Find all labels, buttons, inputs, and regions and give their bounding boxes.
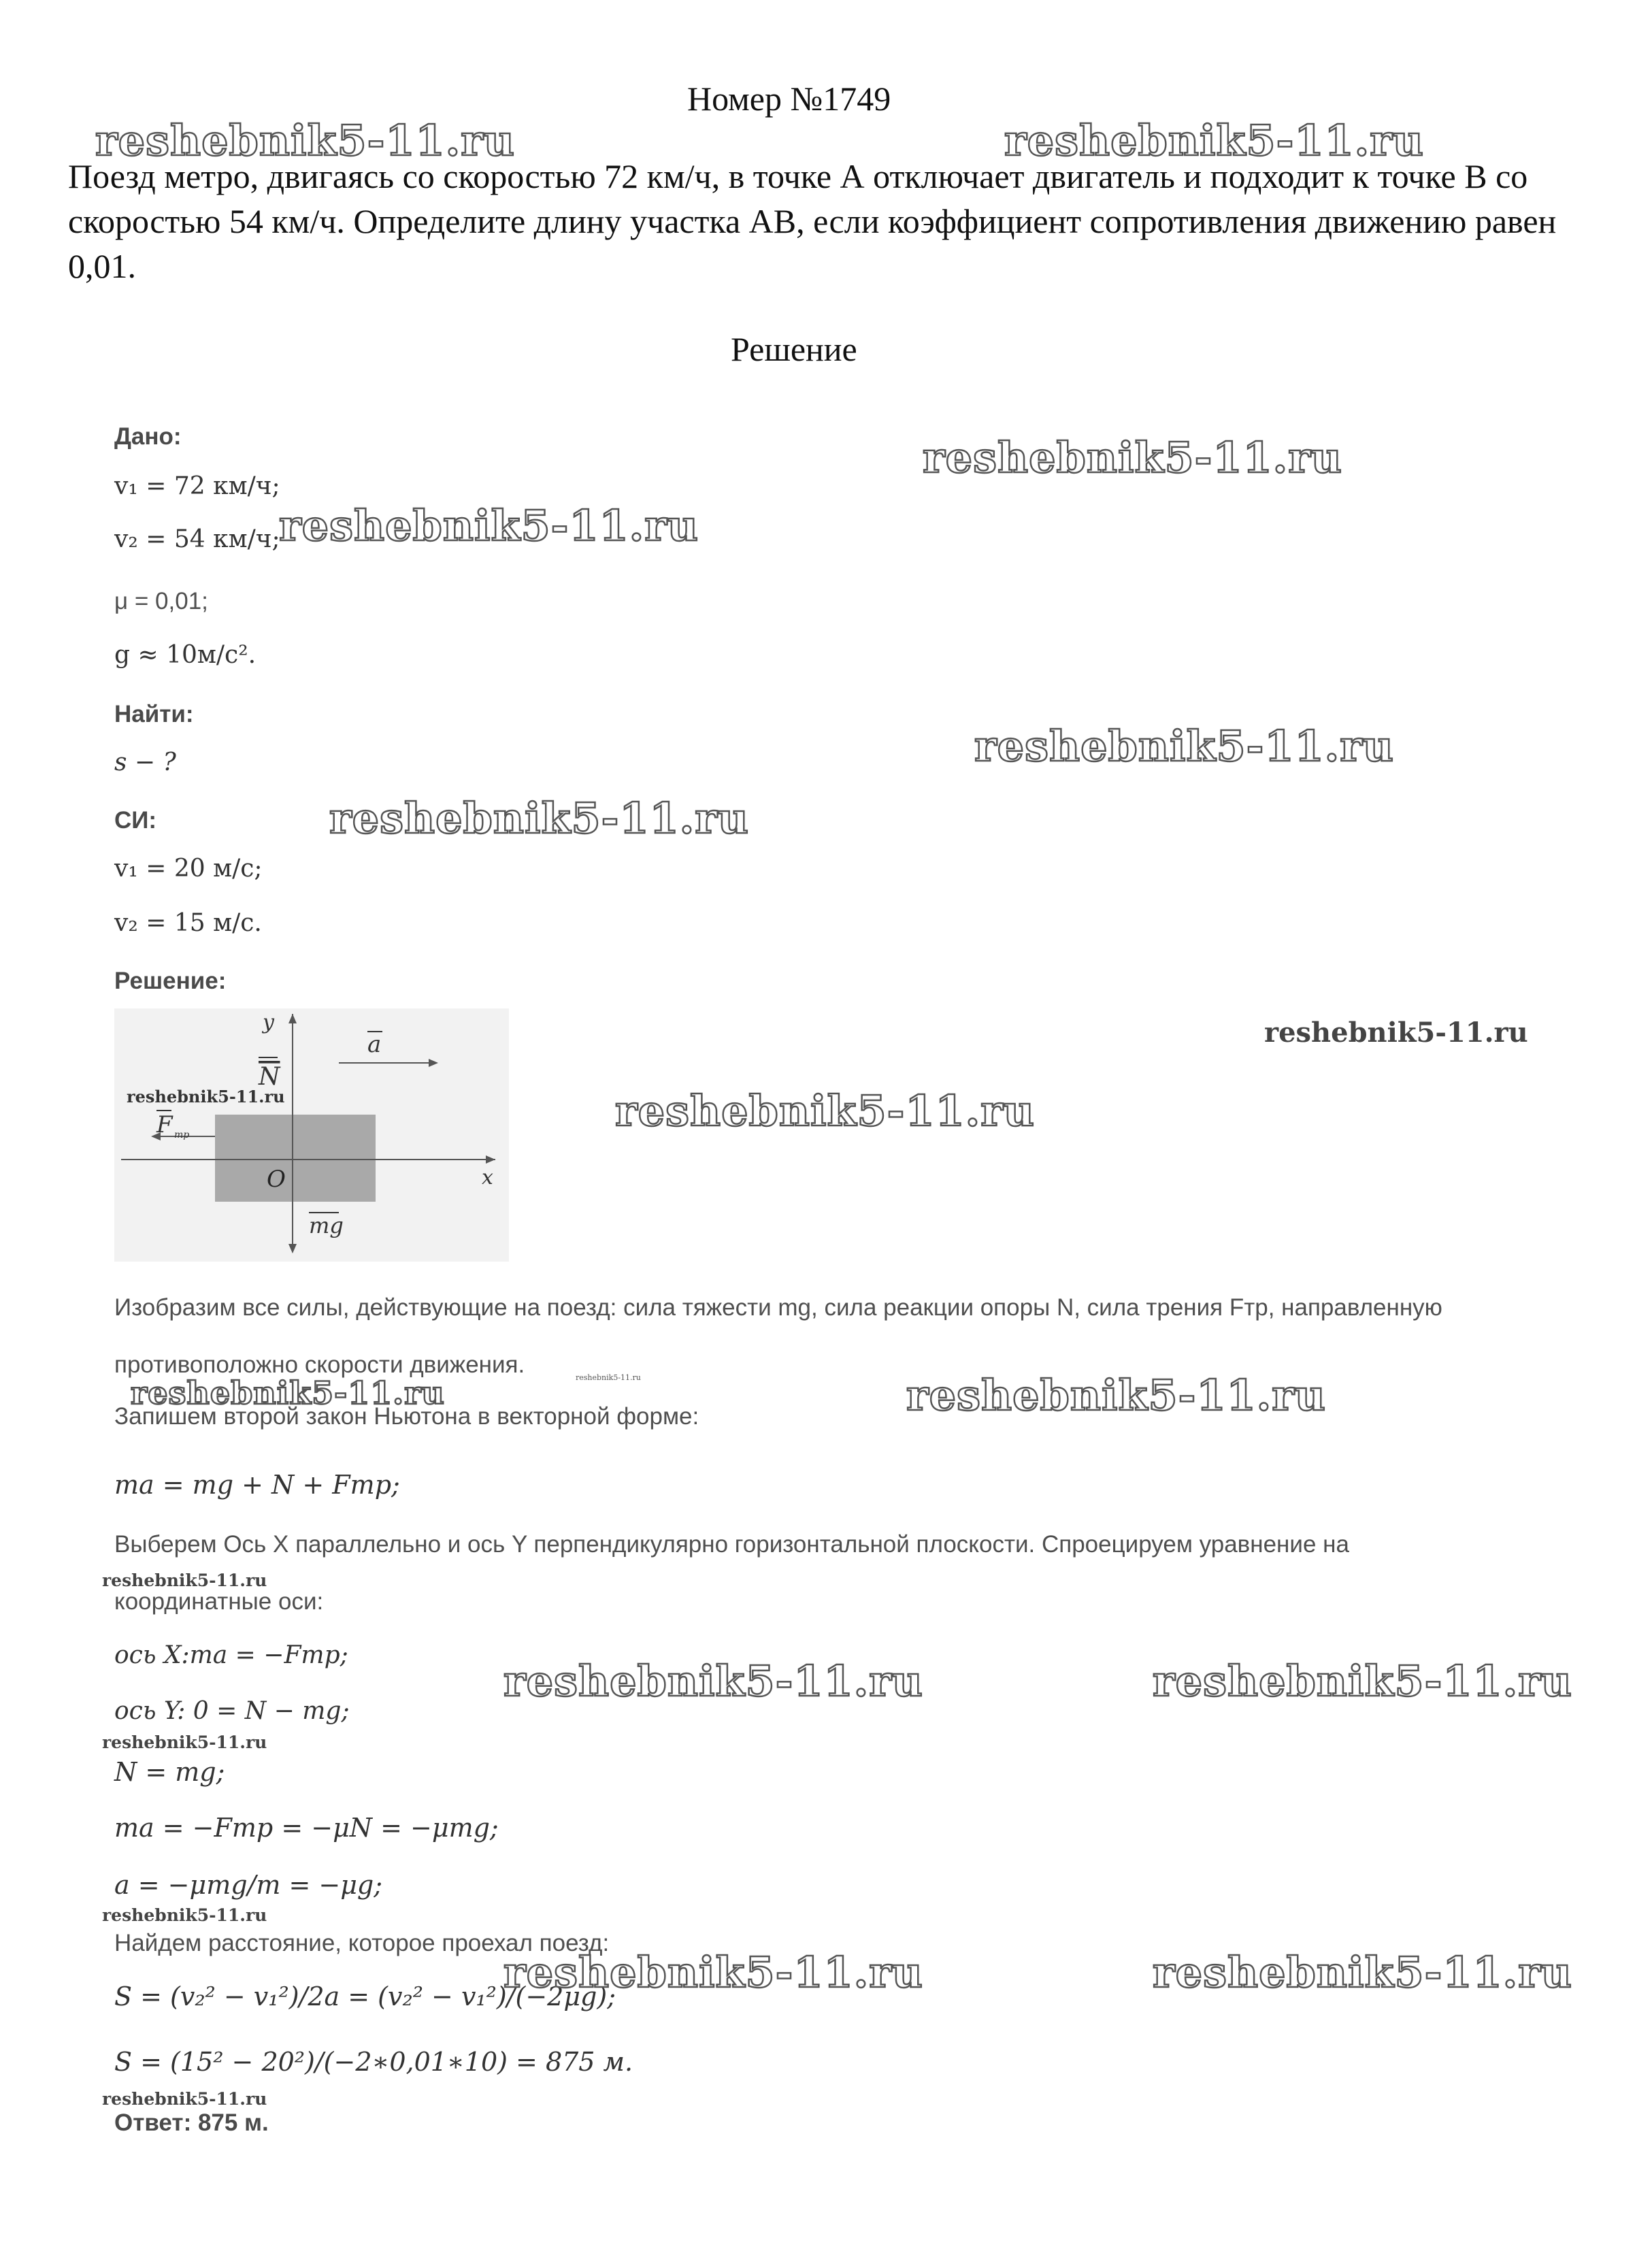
watermark: reshebnik5-11.ru <box>906 1370 1326 1420</box>
equation-axis-y: ось Y: 0 = N − mg; <box>114 1697 350 1725</box>
equation-friction: ma = −Fтр = −μN = −μmg; <box>114 1813 499 1843</box>
find-label: Найти: <box>114 701 194 727</box>
watermark: reshebnik5-11.ru <box>974 721 1394 771</box>
problem-number: Номер №1749 <box>687 80 891 118</box>
solution-line-4: Выберем Ось X параллельно и ось Y перпендикулярно горизонтальной плоскости. Спроецируем уравнение на <box>114 1531 1349 1558</box>
solution-title: Решение <box>731 330 857 368</box>
a-label: a <box>367 1031 382 1058</box>
f-label: F <box>156 1111 173 1138</box>
answer: Ответ: 875 м. <box>114 2109 269 2136</box>
solution-line-2: противоположно скорости движения. <box>114 1351 525 1378</box>
n-label: N <box>259 1063 280 1091</box>
si-label: СИ: <box>114 807 157 834</box>
force-diagram-svg <box>114 1008 509 1262</box>
solution-label: Решение: <box>114 968 227 994</box>
watermark: reshebnik5-11.ru <box>102 1905 267 1925</box>
watermark: reshebnik5-11.ru <box>279 501 699 551</box>
watermark: reshebnik5-11.ru <box>102 1571 267 1590</box>
task-text: Поезд метро, двигаясь со скоростью 72 км/ч, в точке А отключает двигатель и подходит к точке В со скоростью 54 км/ч. Определите длину участка АВ, если коэффициент сопротивления движению равен 0,01. <box>68 157 1557 285</box>
watermark: reshebnik5-11.ru <box>95 116 515 165</box>
y-label: y <box>263 1011 274 1034</box>
solution-line-6: Найдем расстояние, которое проехал поезд: <box>114 1930 610 1956</box>
watermark: reshebnik5-11.ru <box>1153 1948 1572 1997</box>
equation-distance-value: S = (15² − 20²)/(−2∗0,01∗10) = 875 м. <box>114 2047 633 2077</box>
force-diagram <box>114 1008 509 1262</box>
watermark: reshebnik5-11.ru <box>503 1656 923 1706</box>
equation-axis-x: ось X:ma = −Fтр; <box>114 1641 348 1669</box>
watermark: reshebnik5-11.ru <box>1153 1656 1572 1706</box>
watermark: reshebnik5-11.ru <box>576 1373 641 1382</box>
si-v1: v₁ = 20 м/с; <box>114 855 263 883</box>
diagram-watermark: reshebnik5-11.ru <box>127 1087 285 1106</box>
given-v1: v₁ = 72 км/ч; <box>114 472 280 500</box>
watermark: reshebnik5-11.ru <box>102 1732 267 1752</box>
x-label: x <box>482 1166 493 1189</box>
solution-line-3: Запишем второй закон Ньютона в векторной форме: <box>114 1403 699 1430</box>
watermark: reshebnik5-11.ru <box>102 2089 267 2109</box>
watermark: reshebnik5-11.ru <box>1264 1017 1528 1049</box>
given-label: Дано: <box>114 423 182 450</box>
train-block <box>215 1115 376 1202</box>
given-g: g ≈ 10м/с². <box>114 641 257 669</box>
watermark: reshebnik5-11.ru <box>503 1948 923 1997</box>
watermark: reshebnik5-11.ru <box>923 433 1342 482</box>
si-v2: v₂ = 15 м/с. <box>114 909 262 937</box>
watermark: reshebnik5-11.ru <box>329 793 749 843</box>
mg-label: mg <box>309 1213 344 1238</box>
origin-label: O <box>267 1166 286 1193</box>
equation-n: N = mg; <box>114 1757 225 1787</box>
equation-distance-formula: S = (v₂² − v₁²)/2a = (v₂² − v₁²)/(−2μg); <box>114 1982 616 2011</box>
given-mu: μ = 0,01; <box>114 588 208 614</box>
solution-line-5: координатные оси: <box>114 1588 324 1615</box>
watermark: reshebnik5-11.ru <box>1004 116 1424 165</box>
equation-acceleration: a = −μmg/m = −μg; <box>114 1870 383 1900</box>
find-value: s − ? <box>114 749 176 776</box>
watermark: reshebnik5-11.ru <box>615 1086 1035 1136</box>
equation-newton-vector: ma = mg + N + Fтр; <box>114 1470 400 1500</box>
given-v2: v₂ = 54 км/ч; <box>114 525 280 553</box>
f-subscript: тр <box>174 1130 190 1140</box>
solution-line-1: Изобразим все силы, действующие на поезд: сила тяжести mg, сила реакции опоры N, сила трения Fтр, направленную <box>114 1294 1442 1321</box>
watermark: reshebnik5-11.ru <box>131 1375 445 1411</box>
